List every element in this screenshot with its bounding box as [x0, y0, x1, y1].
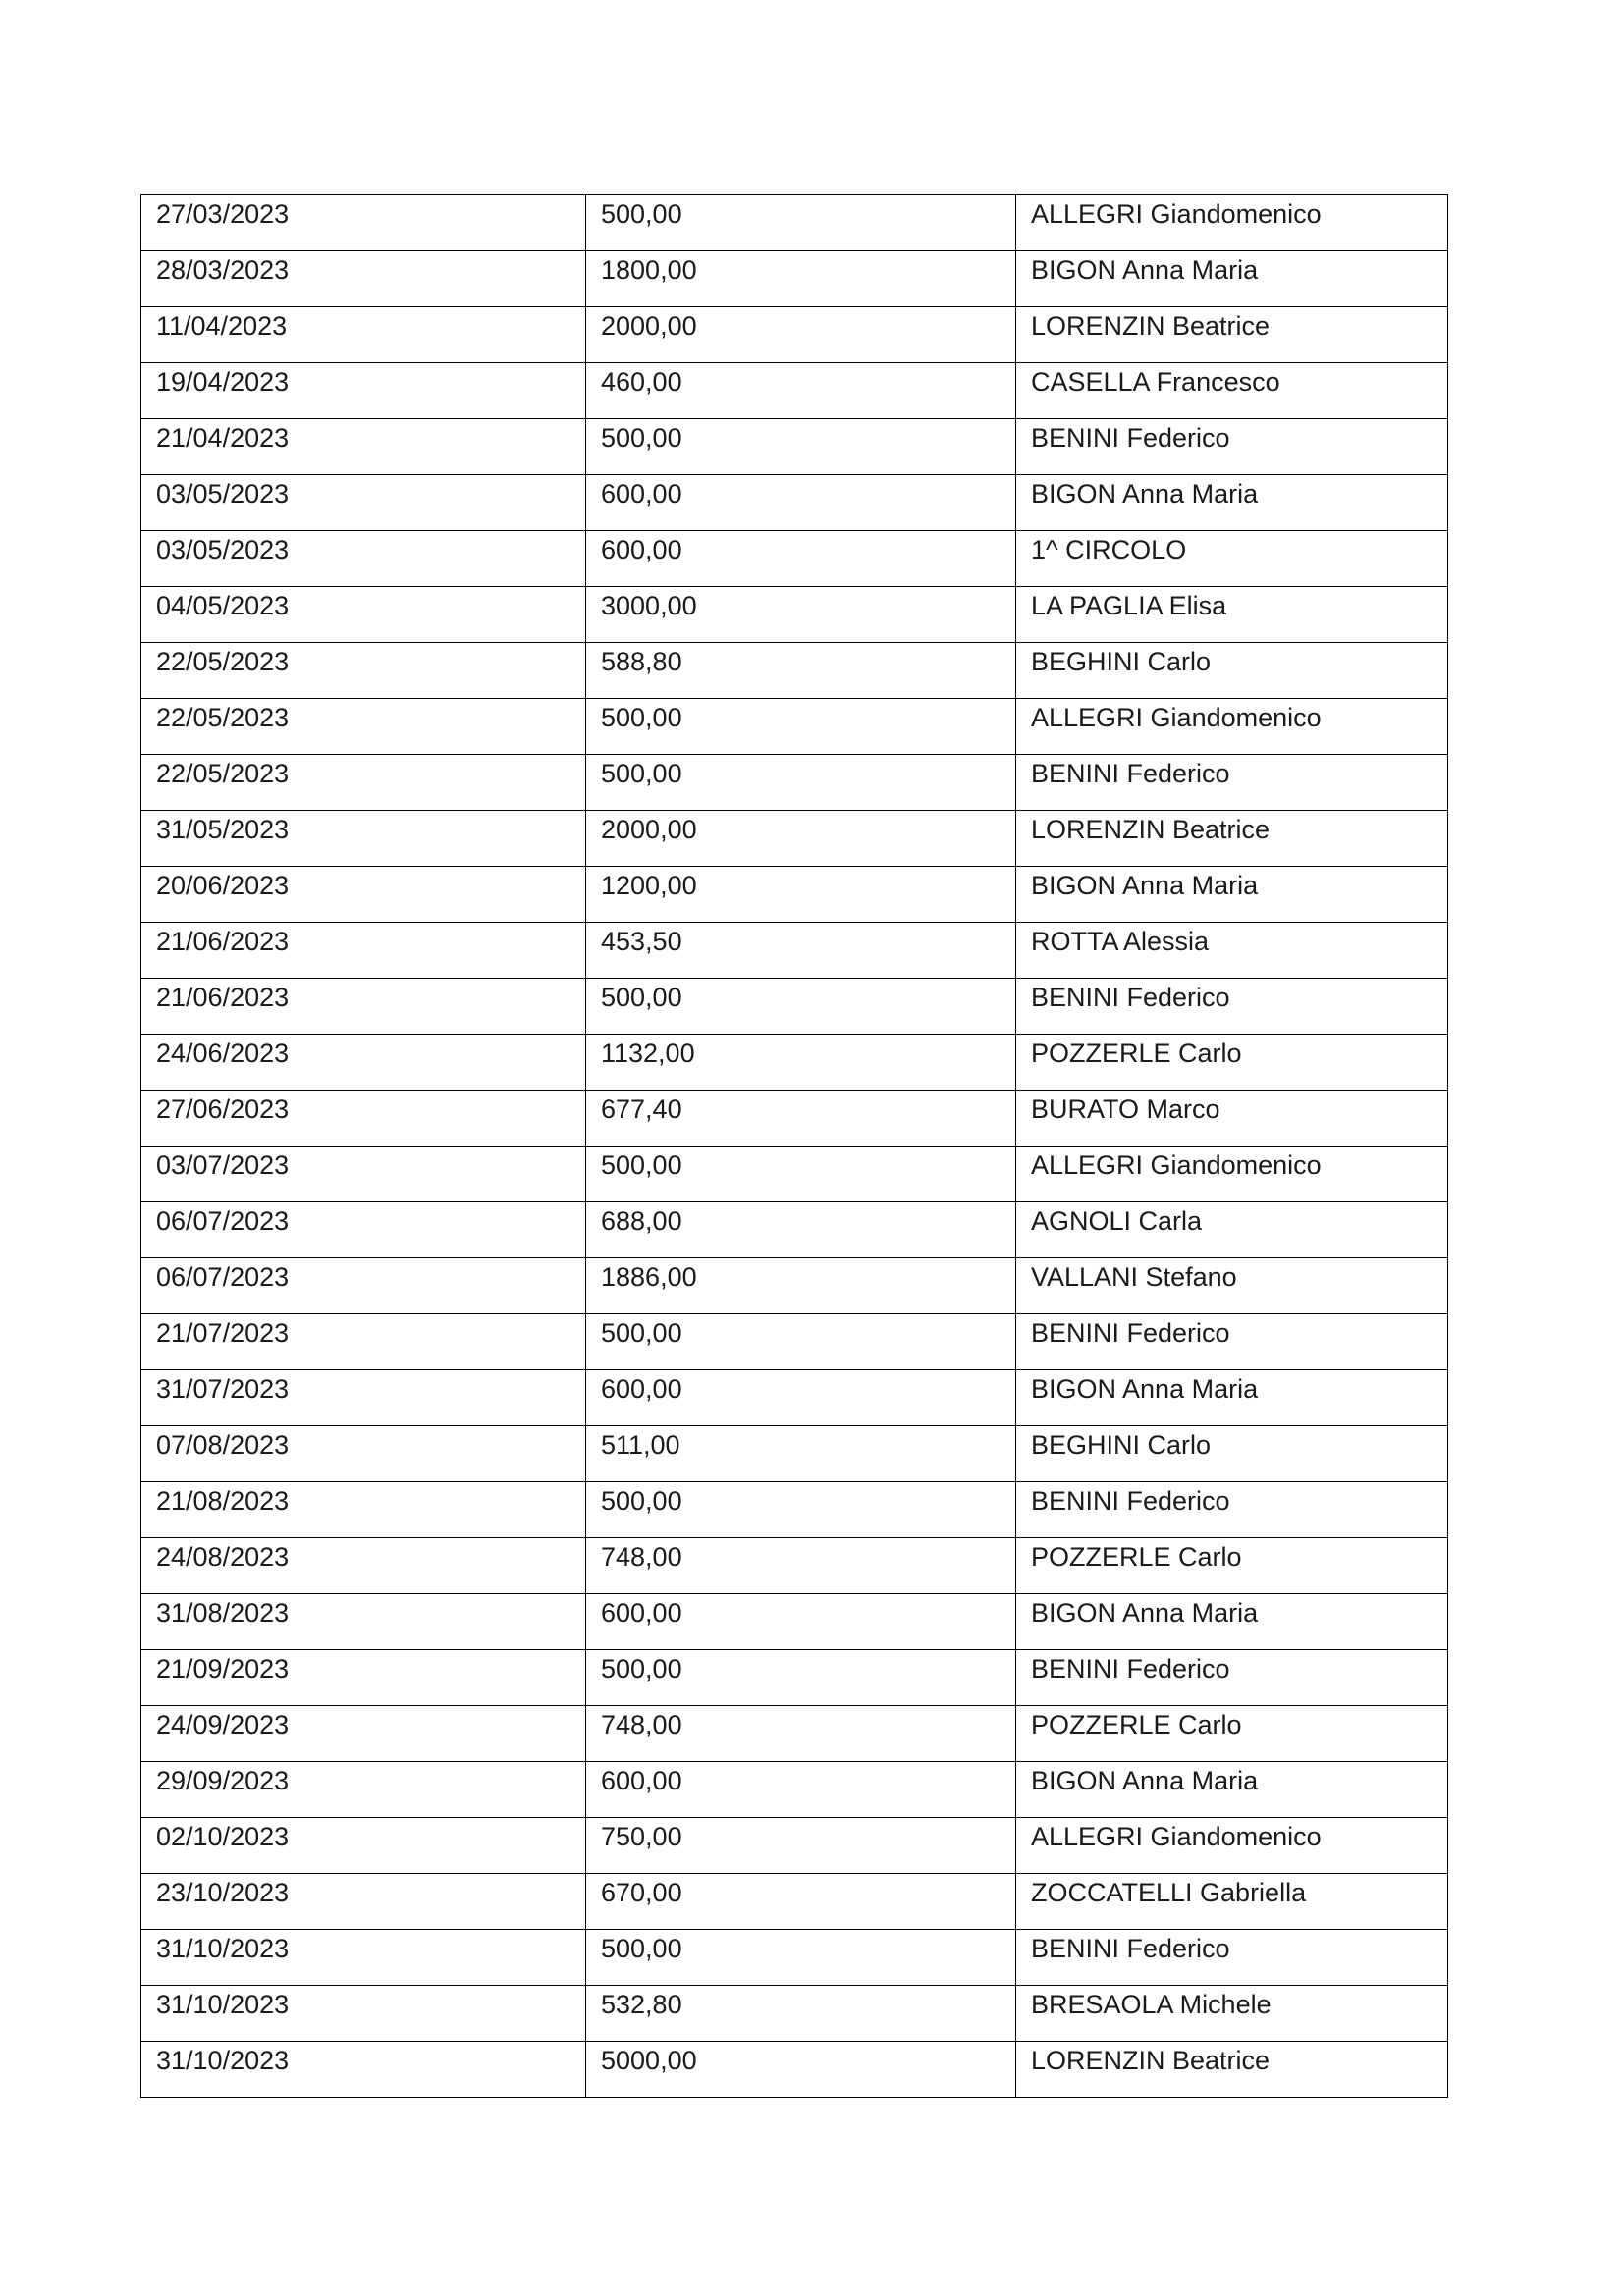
table-row: [141, 1538, 1448, 1594]
date-cell: 27/06/2023: [141, 1091, 586, 1147]
amount-cell: 748,00: [586, 1706, 1016, 1762]
amount-cell: 588,80: [586, 643, 1016, 699]
date-cell: 03/05/2023: [141, 475, 586, 531]
name-cell: LA PAGLIA Elisa: [1016, 587, 1448, 643]
name-cell: BENINI Federico: [1016, 1650, 1448, 1706]
date-cell: 03/07/2023: [141, 1147, 586, 1202]
date-cell: 24/06/2023: [141, 1035, 586, 1091]
name-cell: BENINI Federico: [1016, 755, 1448, 811]
name-cell: BIGON Anna Maria: [1016, 867, 1448, 923]
table-row: [141, 1147, 1448, 1202]
table-row: [141, 1035, 1448, 1091]
date-cell: 21/06/2023: [141, 923, 586, 979]
table-row: [141, 419, 1448, 475]
date-cell: 24/09/2023: [141, 1706, 586, 1762]
table-row: [141, 195, 1448, 251]
table-row: [141, 643, 1448, 699]
table-row: [141, 531, 1448, 587]
amount-cell: 5000,00: [586, 2042, 1016, 2098]
name-cell: BURATO Marco: [1016, 1091, 1448, 1147]
table-row: [141, 1874, 1448, 1930]
date-cell: 06/07/2023: [141, 1202, 586, 1258]
table-row: [141, 811, 1448, 867]
table-row: [141, 2042, 1448, 2098]
name-cell: POZZERLE Carlo: [1016, 1706, 1448, 1762]
table-row: [141, 699, 1448, 755]
date-cell: 22/05/2023: [141, 699, 586, 755]
amount-cell: 500,00: [586, 419, 1016, 475]
table-row: [141, 1426, 1448, 1482]
date-cell: 31/10/2023: [141, 1930, 586, 1986]
amount-cell: 600,00: [586, 1370, 1016, 1426]
amount-cell: 453,50: [586, 923, 1016, 979]
table-row: [141, 1930, 1448, 1986]
table-row: [141, 1202, 1448, 1258]
amount-cell: 500,00: [586, 699, 1016, 755]
date-cell: 21/06/2023: [141, 979, 586, 1035]
amount-cell: 500,00: [586, 979, 1016, 1035]
date-cell: 31/07/2023: [141, 1370, 586, 1426]
table-row: [141, 1594, 1448, 1650]
table-row: [141, 251, 1448, 307]
name-cell: BENINI Federico: [1016, 1314, 1448, 1370]
date-cell: 19/04/2023: [141, 363, 586, 419]
table-row: [141, 475, 1448, 531]
name-cell: BIGON Anna Maria: [1016, 1594, 1448, 1650]
date-cell: 28/03/2023: [141, 251, 586, 307]
table-row: [141, 1650, 1448, 1706]
date-cell: 22/05/2023: [141, 755, 586, 811]
table-row: [141, 363, 1448, 419]
date-cell: 21/08/2023: [141, 1482, 586, 1538]
table-row: [141, 1706, 1448, 1762]
table-row: [141, 1370, 1448, 1426]
date-cell: 31/08/2023: [141, 1594, 586, 1650]
date-cell: 31/10/2023: [141, 2042, 586, 2098]
name-cell: BIGON Anna Maria: [1016, 475, 1448, 531]
amount-cell: 500,00: [586, 755, 1016, 811]
amount-cell: 460,00: [586, 363, 1016, 419]
name-cell: LORENZIN Beatrice: [1016, 307, 1448, 363]
date-cell: 02/10/2023: [141, 1818, 586, 1874]
payments-table-body: [141, 195, 1448, 2098]
table-row: [141, 1091, 1448, 1147]
name-cell: AGNOLI Carla: [1016, 1202, 1448, 1258]
amount-cell: 500,00: [586, 1482, 1016, 1538]
amount-cell: 677,40: [586, 1091, 1016, 1147]
date-cell: 21/04/2023: [141, 419, 586, 475]
name-cell: CASELLA Francesco: [1016, 363, 1448, 419]
amount-cell: 670,00: [586, 1874, 1016, 1930]
amount-cell: 1200,00: [586, 867, 1016, 923]
amount-cell: 3000,00: [586, 587, 1016, 643]
date-cell: 03/05/2023: [141, 531, 586, 587]
name-cell: BENINI Federico: [1016, 979, 1448, 1035]
amount-cell: 500,00: [586, 1147, 1016, 1202]
name-cell: LORENZIN Beatrice: [1016, 2042, 1448, 2098]
date-cell: 31/05/2023: [141, 811, 586, 867]
name-cell: VALLANI Stefano: [1016, 1258, 1448, 1314]
table-row: [141, 1818, 1448, 1874]
amount-cell: 600,00: [586, 475, 1016, 531]
name-cell: BRESAOLA Michele: [1016, 1986, 1448, 2042]
amount-cell: 600,00: [586, 531, 1016, 587]
name-cell: BEGHINI Carlo: [1016, 1426, 1448, 1482]
amount-cell: 750,00: [586, 1818, 1016, 1874]
amount-cell: 500,00: [586, 1314, 1016, 1370]
table-row: [141, 1762, 1448, 1818]
name-cell: ALLEGRI Giandomenico: [1016, 1818, 1448, 1874]
amount-cell: 1800,00: [586, 251, 1016, 307]
date-cell: 21/07/2023: [141, 1314, 586, 1370]
name-cell: ROTTA Alessia: [1016, 923, 1448, 979]
name-cell: BEGHINI Carlo: [1016, 643, 1448, 699]
date-cell: 07/08/2023: [141, 1426, 586, 1482]
name-cell: BIGON Anna Maria: [1016, 1762, 1448, 1818]
amount-cell: 748,00: [586, 1538, 1016, 1594]
amount-cell: 1132,00: [586, 1035, 1016, 1091]
table-row: [141, 979, 1448, 1035]
name-cell: ALLEGRI Giandomenico: [1016, 1147, 1448, 1202]
amount-cell: 600,00: [586, 1594, 1016, 1650]
date-cell: 29/09/2023: [141, 1762, 586, 1818]
table-row: [141, 1258, 1448, 1314]
name-cell: BENINI Federico: [1016, 419, 1448, 475]
amount-cell: 688,00: [586, 1202, 1016, 1258]
date-cell: 23/10/2023: [141, 1874, 586, 1930]
name-cell: ALLEGRI Giandomenico: [1016, 699, 1448, 755]
amount-cell: 511,00: [586, 1426, 1016, 1482]
payments-table: [140, 194, 1448, 2098]
table-row: [141, 1314, 1448, 1370]
table-row: [141, 867, 1448, 923]
date-cell: 22/05/2023: [141, 643, 586, 699]
amount-cell: 500,00: [586, 1650, 1016, 1706]
amount-cell: 500,00: [586, 1930, 1016, 1986]
date-cell: 24/08/2023: [141, 1538, 586, 1594]
amount-cell: 2000,00: [586, 307, 1016, 363]
name-cell: POZZERLE Carlo: [1016, 1035, 1448, 1091]
name-cell: BENINI Federico: [1016, 1930, 1448, 1986]
name-cell: LORENZIN Beatrice: [1016, 811, 1448, 867]
date-cell: 31/10/2023: [141, 1986, 586, 2042]
name-cell: BENINI Federico: [1016, 1482, 1448, 1538]
date-cell: 06/07/2023: [141, 1258, 586, 1314]
date-cell: 21/09/2023: [141, 1650, 586, 1706]
table-row: [141, 1482, 1448, 1538]
table-row: [141, 307, 1448, 363]
table-row: [141, 755, 1448, 811]
table-row: [141, 587, 1448, 643]
name-cell: ALLEGRI Giandomenico: [1016, 195, 1448, 251]
amount-cell: 500,00: [586, 195, 1016, 251]
amount-cell: 1886,00: [586, 1258, 1016, 1314]
date-cell: 04/05/2023: [141, 587, 586, 643]
name-cell: ZOCCATELLI Gabriella: [1016, 1874, 1448, 1930]
name-cell: BIGON Anna Maria: [1016, 1370, 1448, 1426]
date-cell: 27/03/2023: [141, 195, 586, 251]
amount-cell: 532,80: [586, 1986, 1016, 2042]
name-cell: POZZERLE Carlo: [1016, 1538, 1448, 1594]
name-cell: BIGON Anna Maria: [1016, 251, 1448, 307]
table-row: [141, 923, 1448, 979]
table-row: [141, 1986, 1448, 2042]
date-cell: 11/04/2023: [141, 307, 586, 363]
amount-cell: 600,00: [586, 1762, 1016, 1818]
amount-cell: 2000,00: [586, 811, 1016, 867]
name-cell: 1^ CIRCOLO: [1016, 531, 1448, 587]
date-cell: 20/06/2023: [141, 867, 586, 923]
